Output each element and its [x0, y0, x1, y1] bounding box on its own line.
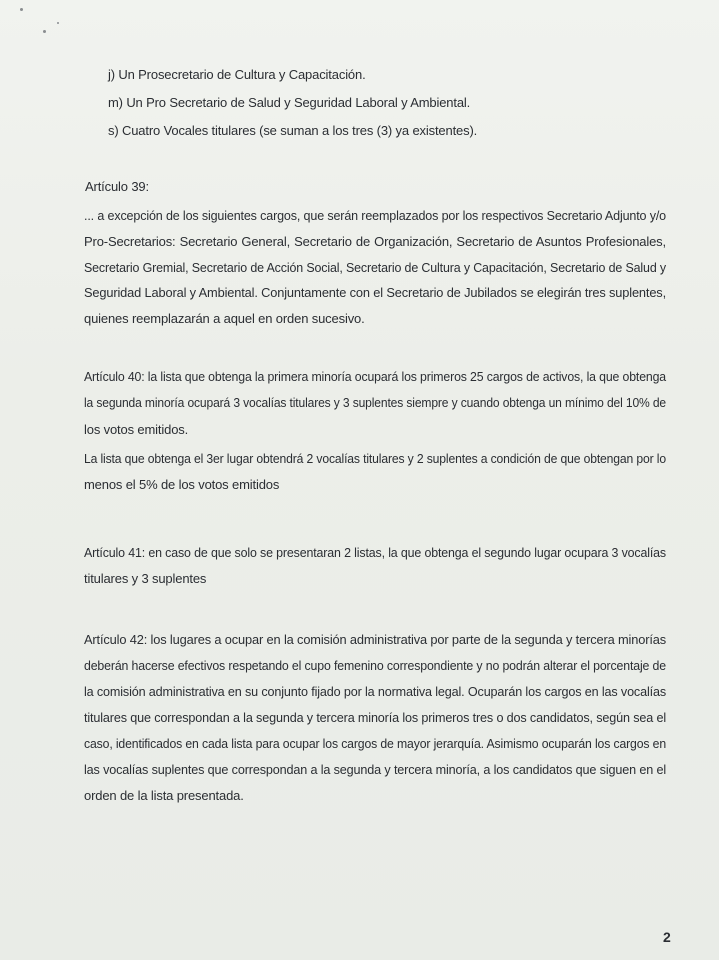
article-42-line: la comisión administrativa en su conjunto fijado por la normativa legal. Ocuparán los cargos en las vocalías [84, 684, 666, 699]
scan-speck [57, 22, 59, 24]
scan-speck [20, 8, 23, 11]
article-39-line: Secretario Gremial, Secretario de Acción Social, Secretario de Cultura y Capacitación, Secretario de Salud y [84, 260, 666, 275]
article-39-line: quienes reemplazarán a aquel en orden sucesivo. [84, 311, 365, 326]
scan-speck [43, 30, 46, 33]
article-42-line: Artículo 42: los lugares a ocupar en la comisión administrativa por parte de la segunda y tercera minorías [84, 632, 666, 647]
article-42-line: orden de la lista presentada. [84, 788, 244, 803]
article-39-line: Pro-Secretarios: Secretario General, Secretario de Organización, Secretario de Asuntos Profesionales, [84, 234, 666, 249]
article-41-line: Artículo 41: en caso de que solo se presentaran 2 listas, la que obtenga el segundo lugar ocupara 3 vocalías [84, 545, 666, 560]
article-40-line: Artículo 40: la lista que obtenga la primera minoría ocupará los primeros 25 cargos de activos, la que obtenga [84, 369, 666, 384]
article-42-line: deberán hacerse efectivos respetando el cupo femenino correspondiente y no podrán alterar el porcentaje de [84, 658, 666, 673]
article-39-line: ... a excepción de los siguientes cargos, que serán reemplazados por los respectivos Secretario Adjunto y/o [84, 208, 666, 223]
article-41-line: titulares y 3 suplentes [84, 571, 207, 586]
article-40-line: los votos emitidos. [84, 422, 189, 437]
article-42-line: las vocalías suplentes que correspondan a la segunda y tercera minoría, a los candidatos que siguen en el [84, 762, 666, 777]
article-40-line: menos el 5% de los votos emitidos [84, 477, 280, 492]
article-42-line: titulares que correspondan a la segunda y tercera minoría los primeros tres o dos candidatos, según sea el [84, 710, 666, 725]
article-39-heading: Artículo 39: [85, 179, 149, 194]
list-item-s: s) Cuatro Vocales titulares (se suman a los tres (3) ya existentes). [108, 123, 478, 138]
article-39-line: Seguridad Laboral y Ambiental. Conjuntamente con el Secretario de Jubilados se elegirán tres suplentes, [84, 285, 666, 300]
article-40-line: La lista que obtenga el 3er lugar obtendrá 2 vocalías titulares y 2 suplentes a condición de que obtengan por lo [84, 451, 666, 466]
list-item-m: m) Un Pro Secretario de Salud y Seguridad Laboral y Ambiental. [108, 95, 471, 110]
article-42-line: caso, identificados en cada lista para ocupar los cargos de mayor jerarquía. Asimismo ocuparán los cargos en [84, 736, 666, 751]
list-item-j: j) Un Prosecretario de Cultura y Capacitación. [108, 67, 366, 82]
page-number: 2 [663, 929, 671, 945]
article-40-line: la segunda minoría ocupará 3 vocalías titulares y 3 suplentes siempre y cuando obtenga un mínimo del 10% de [84, 395, 666, 410]
